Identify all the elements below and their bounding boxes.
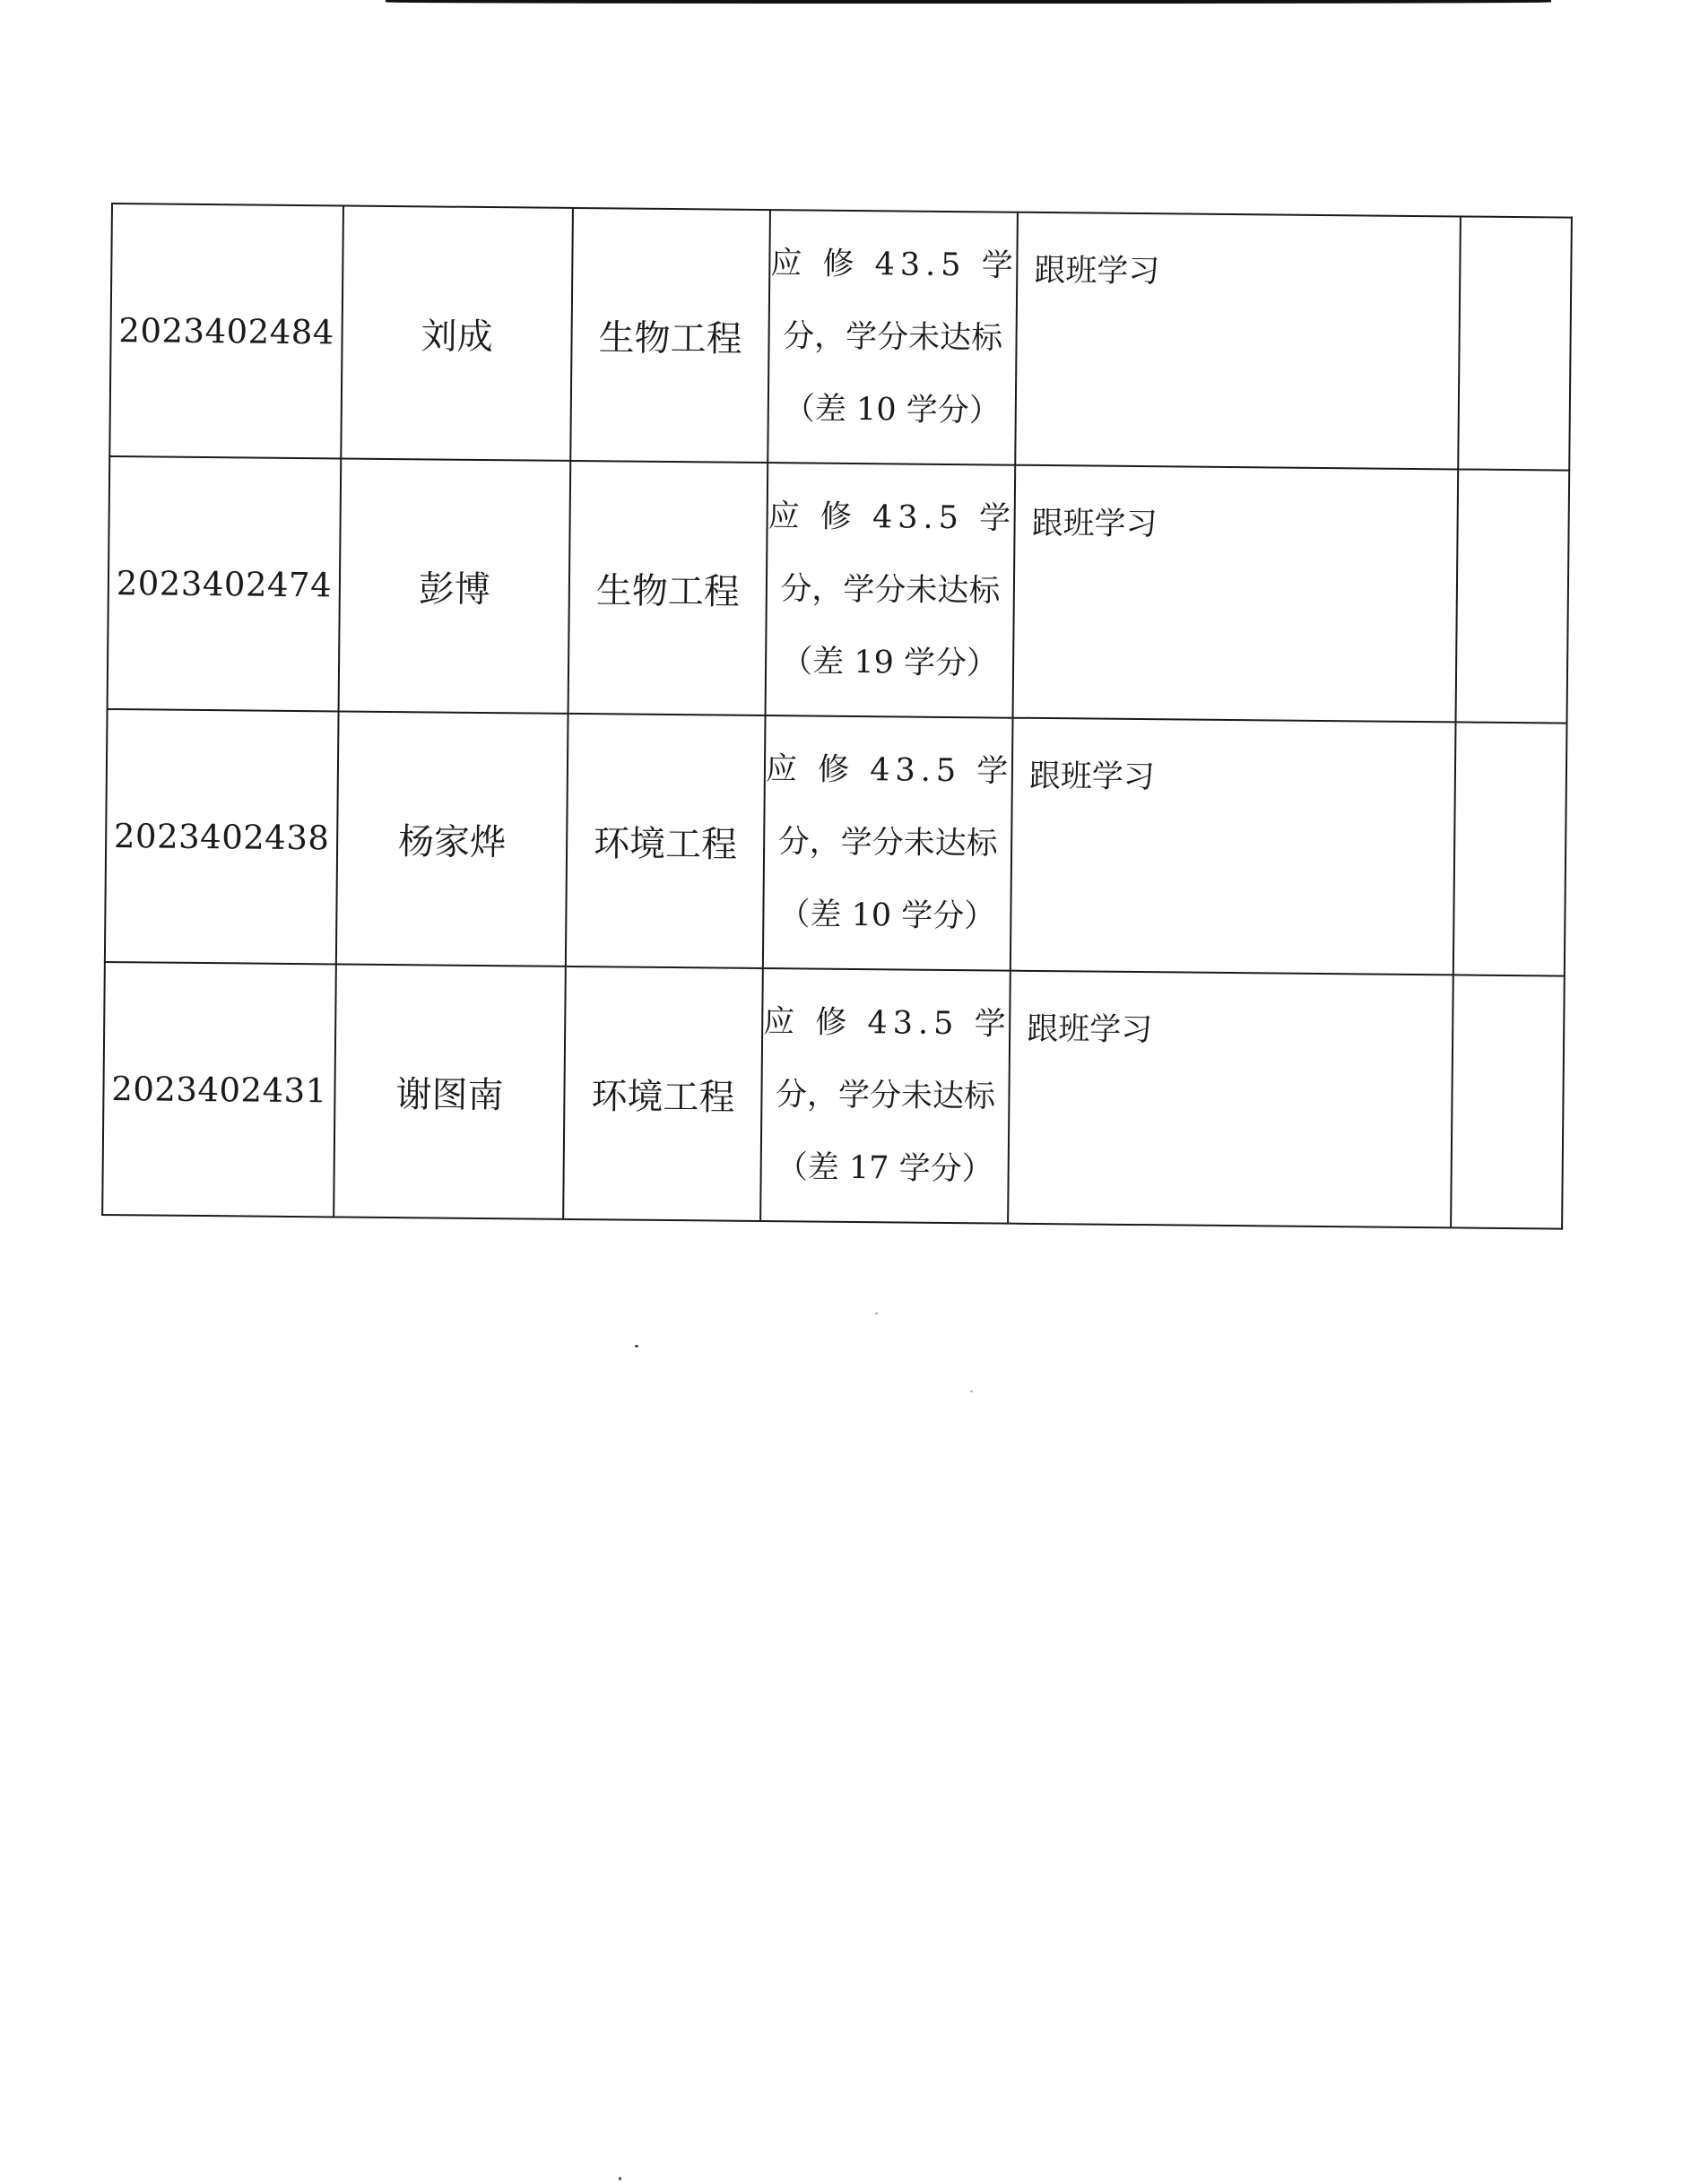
credit-status-text: 分，学分未达标 (777, 823, 998, 862)
major-cell: 生物工程 (570, 208, 770, 463)
scan-speck (875, 1313, 878, 1314)
table-row (105, 709, 1567, 976)
credit-required-text: 应 修 43.5 学 (768, 498, 1017, 537)
measure-cell: 跟班学习 (1008, 971, 1453, 1228)
credit-shortfall-text: （差 19 学分） (781, 643, 999, 682)
credit-required-text: 应 修 43.5 学 (765, 750, 1014, 790)
student-id-cell: 2023402438 (105, 709, 339, 964)
remark-cell (1453, 722, 1567, 975)
credit-shortfall-text: （差 10 学分） (783, 390, 1001, 429)
major-cell: 生物工程 (568, 461, 768, 715)
credit-required-text: 应 修 43.5 学 (763, 1003, 1011, 1043)
student-name-cell: 杨家烨 (336, 711, 568, 966)
student-id-cell: 2023402474 (108, 456, 342, 711)
table-row (108, 456, 1570, 724)
student-name-cell: 谢图南 (334, 964, 566, 1218)
measure-cell: 跟班学习 (1015, 212, 1461, 470)
credit-shortfall-text: （差 17 学分） (776, 1148, 993, 1187)
credit-status-text: 分，学分未达标 (775, 1076, 996, 1115)
measure-cell: 跟班学习 (1010, 718, 1456, 975)
table-row (109, 204, 1572, 471)
student-id-cell: 2023402431 (102, 962, 336, 1217)
credit-shortfall-text: （差 10 学分） (778, 896, 996, 935)
scan-speck (970, 1391, 973, 1392)
student-name-cell: 刘成 (341, 205, 573, 460)
credit-status-text: 分，学分未达标 (782, 317, 1003, 357)
major-cell: 环境工程 (566, 714, 766, 968)
scan-speck (619, 2177, 621, 2180)
credit-status-cell (763, 715, 1013, 971)
credit-required-text: 应 修 43.5 学 (770, 245, 1019, 284)
student-id-cell: 2023402484 (109, 204, 343, 458)
credit-status-cell (760, 968, 1010, 1224)
measure-cell: 跟班学习 (1013, 465, 1459, 723)
major-cell: 环境工程 (563, 966, 763, 1221)
student-name-cell: 彭博 (339, 458, 571, 713)
credit-status-text: 分，学分未达标 (780, 570, 1001, 610)
remark-cell (1456, 469, 1570, 723)
scan-edge (386, 0, 1551, 4)
credit-status-cell (768, 210, 1018, 465)
student-credit-table (101, 203, 1573, 1230)
credit-status-cell (766, 463, 1016, 718)
remark-cell (1451, 975, 1565, 1228)
table-row (102, 962, 1565, 1229)
remark-cell (1458, 216, 1572, 470)
scan-speck (635, 1345, 638, 1348)
